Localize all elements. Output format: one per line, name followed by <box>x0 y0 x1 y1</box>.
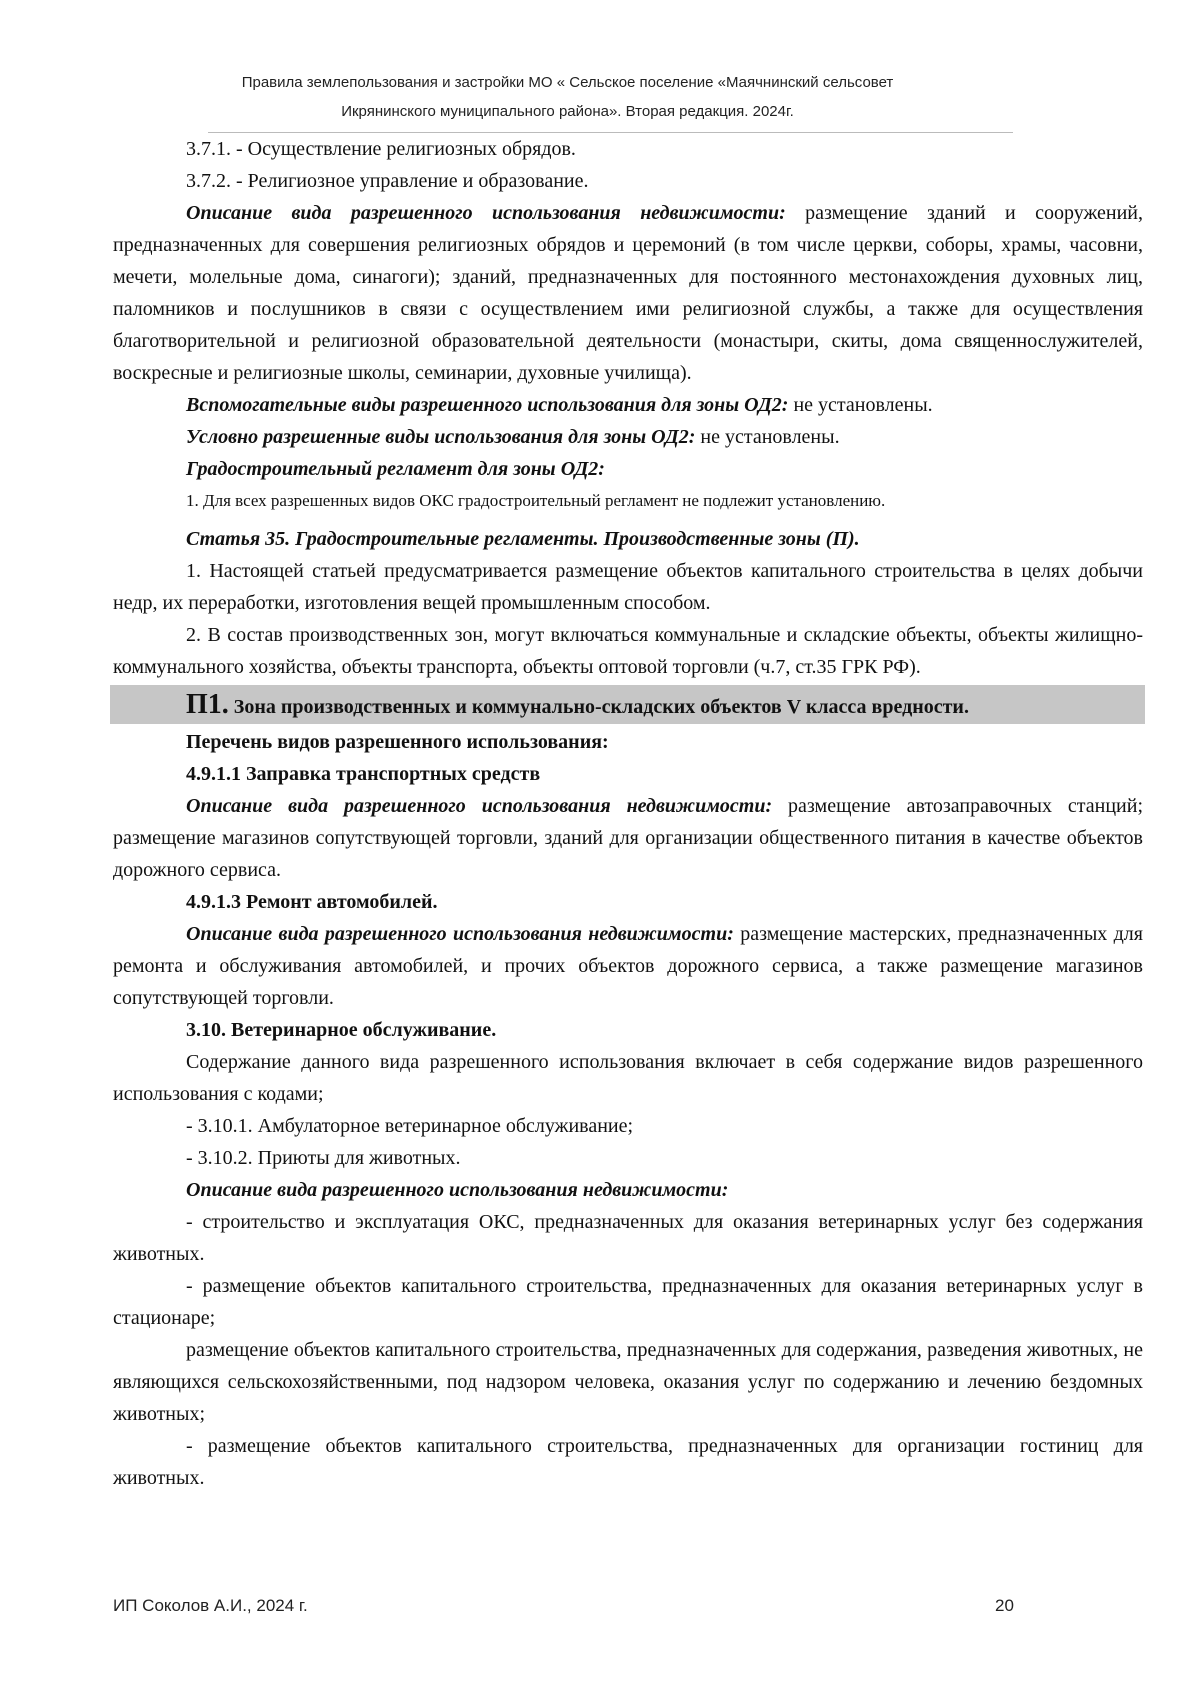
item-3-7-1: 3.7.1. - Осуществление религиозных обрядов. <box>186 138 576 160</box>
article-35-paragraph-1: 1. Настоящей статьей предусматривается размещение объектов капитального строительства в целях добычи недр, их переработки, изготовления вещей промышленным способом. <box>113 560 1143 614</box>
auxiliary-uses-text: не установлены. <box>788 394 933 416</box>
code-3-10-bullet-2: - размещение объектов капитального строительства, предназначенных для оказания ветеринарных услуг в стационаре; <box>113 1275 1143 1329</box>
running-header <box>120 68 1015 126</box>
article-35-title: Статья 35. Градостроительные регламенты. Производственные зоны (П). <box>186 528 860 550</box>
zone-heading-bar <box>110 685 1145 724</box>
auxiliary-uses <box>113 389 1143 421</box>
page-body <box>113 133 1143 1494</box>
code-4-9-1-3-description <box>113 918 1143 1014</box>
religious-use-description <box>113 197 1143 389</box>
description-text: размещение зданий и сооружений, предназначенных для совершения религиозных обрядов и церемоний (в том числе церкви, соборы, храмы, часовни, мечети, молельные дома, синагоги); зданий, предназначенных для постоянного местонахождения духовных лиц, паломников и послушников в связи с осуществлением ими религиозной службы, а также для осуществления благотворительной и религиозной образовательной деятельности (монастыри, скиты, дома священнослужителей, воскресные и религиозные школы, семинарии, духовные училища). <box>113 202 1143 384</box>
code-3-10-1: - 3.10.1. Амбулаторное ветеринарное обслуживание; <box>186 1115 634 1137</box>
item-3-7-2: 3.7.2. - Религиозное управление и образование. <box>186 170 589 192</box>
code-3-10-description-label: Описание вида разрешенного использования недвижимости: <box>186 1179 729 1201</box>
code-3-10-bullet-1: - строительство и эксплуатация ОКС, предназначенных для оказания ветеринарных услуг без содержания животных. <box>113 1211 1143 1265</box>
conditional-uses-label: Условно разрешенные виды использования для зоны ОД2: <box>186 426 696 448</box>
code-4-9-1-1-title: 4.9.1.1 Заправка транспортных средств <box>186 763 541 785</box>
code-4-9-1-3-title: 4.9.1.3 Ремонт автомобилей. <box>186 891 438 913</box>
code-3-10-2: - 3.10.2. Приюты для животных. <box>186 1147 461 1169</box>
header-line-2: Икрянинского муниципального района». Вторая редакция. 2024г. <box>341 103 794 120</box>
permitted-uses-heading: Перечень видов разрешенного использования: <box>186 731 609 753</box>
page-number: 20 <box>995 1596 1014 1615</box>
conditional-uses <box>113 421 1143 453</box>
regulation-heading: Градостроительный регламент для зоны ОД2: <box>186 458 605 480</box>
description-label: Описание вида разрешенного использования недвижимости: <box>186 202 786 224</box>
code-4-9-1-1-description <box>113 790 1143 886</box>
zone-code: П1. <box>186 689 229 720</box>
conditional-uses-text: не установлены. <box>695 426 840 448</box>
description-label: Описание вида разрешенного использования недвижимости: <box>186 923 734 945</box>
article-35-paragraph-2: 2. В состав производственных зон, могут включаться коммунальные и складские объекты, объекты жилищно-коммунального хозяйства, объекты транспорта, объекты оптовой торговли (ч.7, ст.35 ГРК РФ). <box>113 624 1143 678</box>
zone-title: Зона производственных и коммунально-складских объектов V класса вредности. <box>228 696 969 718</box>
description-text: размещение автозаправочных станций; размещение магазинов сопутствующей торговли, зданий для организации общественного питания в качестве объектов дорожного сервиса. <box>113 795 1144 881</box>
code-3-10-content: Содержание данного вида разрешенного использования включает в себя содержание видов разрешенного использования с кодами; <box>113 1051 1143 1105</box>
regulation-item: 1. Для всех разрешенных видов ОКС градостроительный регламент не подлежит установлению. <box>186 491 886 510</box>
auxiliary-uses-label: Вспомогательные виды разрешенного использования для зоны ОД2: <box>186 394 789 416</box>
code-3-10-bullet-3: размещение объектов капитального строительства, предназначенных для содержания, разведения животных, не являющихся сельскохозяйственными, под надзором человека, оказания услуг по содержанию и лечению бездомных животных; <box>113 1339 1143 1425</box>
description-text: размещение мастерских, предназначенных для ремонта и обслуживания автомобилей, и прочих объектов дорожного сервиса, а также размещение магазинов сопутствующей торговли. <box>113 923 1143 1009</box>
footer-author: ИП Соколов А.И., 2024 г. <box>113 1596 308 1615</box>
code-3-10-title: 3.10. Ветеринарное обслуживание. <box>186 1019 497 1041</box>
code-3-10-bullet-4: - размещение объектов капитального строительства, предназначенных для организации гостиниц для животных. <box>113 1435 1143 1489</box>
header-line-1: Правила землепользования и застройки МО « Сельское поселение «Маячнинский сельсовет <box>241 74 894 91</box>
description-label: Описание вида разрешенного использования недвижимости: <box>186 795 773 817</box>
